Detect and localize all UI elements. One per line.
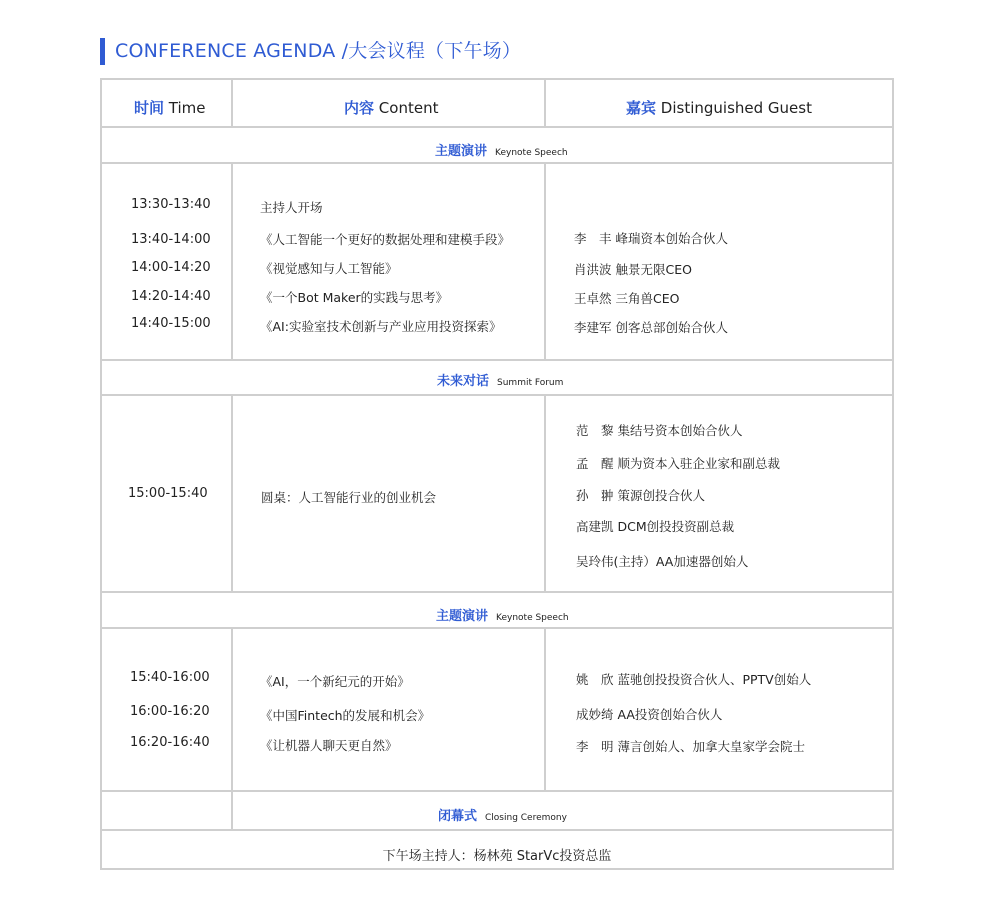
session-content: 圆桌：人工智能行业的创业机会 (261, 490, 437, 505)
session-content: 《AI:实验室技术创新与产业应用投资探索》 (260, 319, 502, 334)
section-title: 主题演讲 Keynote Speech (436, 609, 569, 624)
time-slot: 13:40-14:00 (131, 232, 211, 247)
time-slot: 13:30-13:40 (131, 197, 211, 212)
time-slot: 16:00-16:20 (130, 704, 210, 719)
session-content: 《中国Fintech的发展和机会》 (260, 708, 431, 723)
header-content: 内容 Content (344, 99, 439, 117)
divider-header (100, 126, 894, 128)
divider-block-1 (100, 359, 894, 361)
session-content: 《一个Bot Maker的实践与思考》 (260, 290, 449, 305)
divider-section-4 (100, 829, 894, 831)
time-slot: 16:20-16:40 (130, 735, 210, 750)
col-divider-1 (231, 78, 233, 128)
section-title: 主题演讲 Keynote Speech (435, 144, 568, 159)
session-content: 《AI，一个新纪元的开始》 (260, 674, 410, 689)
guest-entry: 李 明 薄言创始人、加拿大皇家学会院士 (576, 739, 805, 754)
guest-entry: 姚 欣 蓝驰创投投资合伙人、PPTV创始人 (576, 672, 812, 687)
guest-entry: 王卓然 三角兽CEO (574, 291, 680, 306)
col-divider-1 (231, 162, 233, 361)
guest-entry: 范 黎 集结号资本创始合伙人 (576, 423, 743, 438)
divider-section-2 (100, 394, 894, 396)
session-content: 《人工智能一个更好的数据处理和建模手段》 (260, 232, 511, 247)
time-slot: 14:40-15:00 (131, 316, 211, 331)
section-title: 闭幕式 Closing Ceremony (438, 809, 567, 824)
header-time: 时间 Time (134, 99, 206, 117)
time-slot: 14:20-14:40 (131, 289, 211, 304)
page-title: CONFERENCE AGENDA /大会议程（下午场） (115, 40, 522, 62)
col-divider-1 (231, 790, 233, 831)
col-divider-2 (544, 394, 546, 593)
session-content: 主持人开场 (260, 200, 323, 215)
guest-entry: 成妙绮 AA投资创始合伙人 (576, 707, 723, 722)
afternoon-host: 下午场主持人：杨林苑 StarVc投资总监 (382, 849, 612, 864)
col-divider-1 (231, 394, 233, 593)
divider-section-1 (100, 162, 894, 164)
time-slot: 15:40-16:00 (130, 670, 210, 685)
divider-block-3 (100, 790, 894, 792)
divider-block-2 (100, 591, 894, 593)
guest-entry: 肖洪波 触景无限CEO (574, 262, 692, 277)
guest-entry: 孙 翀 策源创投合伙人 (576, 488, 705, 503)
section-title: 未来对话 Summit Forum (437, 374, 564, 389)
col-divider-2 (544, 78, 546, 128)
col-divider-2 (544, 627, 546, 792)
time-slot: 15:00-15:40 (128, 486, 208, 501)
header-guest: 嘉宾 Distinguished Guest (626, 99, 812, 117)
session-content: 《让机器人聊天更自然》 (260, 738, 398, 753)
guest-entry: 高建凯 DCM创投投资副总裁 (576, 519, 735, 534)
title-accent-bar (100, 38, 105, 65)
divider-section-3 (100, 627, 894, 629)
col-divider-2 (544, 162, 546, 361)
col-divider-1 (231, 627, 233, 792)
guest-entry: 李建军 创客总部创始合伙人 (574, 320, 728, 335)
guest-entry: 孟 醒 顺为资本入驻企业家和副总裁 (576, 456, 780, 471)
time-slot: 14:00-14:20 (131, 260, 211, 275)
session-content: 《视觉感知与人工智能》 (260, 261, 398, 276)
guest-entry: 李 丰 峰瑞资本创始合伙人 (574, 231, 728, 246)
guest-entry: 吴玲伟(主持）AA加速器创始人 (576, 554, 749, 569)
